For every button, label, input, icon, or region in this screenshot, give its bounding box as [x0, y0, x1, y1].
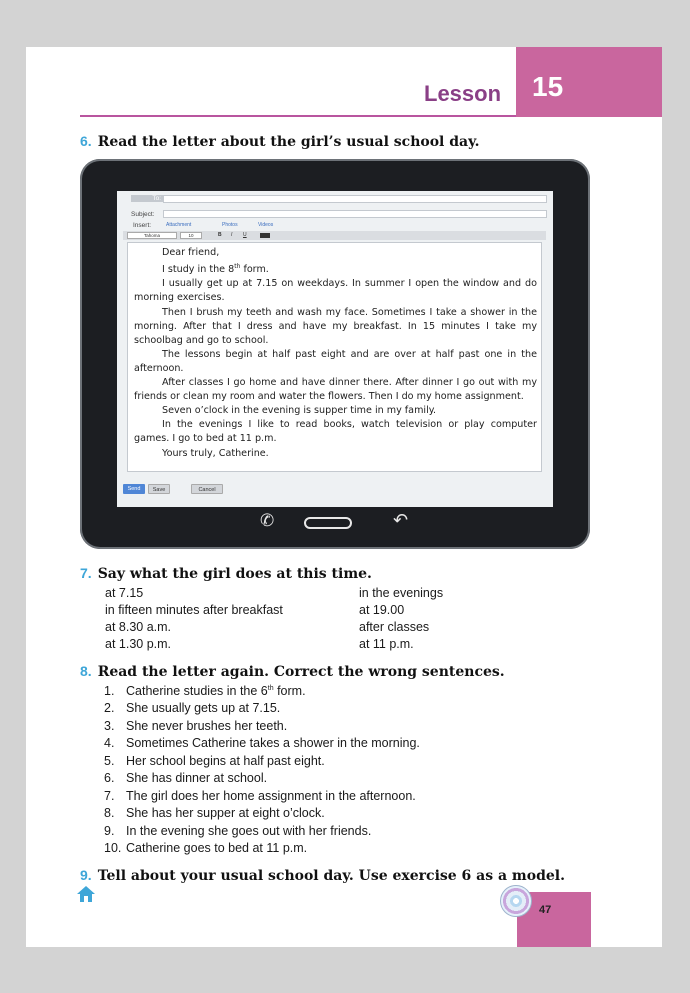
letter-greeting: Dear friend,	[162, 247, 220, 258]
statement-number: 10.	[104, 841, 122, 855]
time-phrase-left: at 8.30 a.m.	[105, 620, 172, 634]
letter-paragraph: Then I brush my teeth and wash my face. Sometimes I take a shower in the morning. After that I dress and have my breakfast. In 15 minutes I take my schoolbag and go to school.	[134, 306, 537, 346]
letter-signature: Yours truly, Catherine.	[162, 447, 269, 459]
letter-body[interactable]	[127, 242, 542, 472]
statement-text: She has dinner at school.	[126, 771, 268, 785]
statement-text: Catherine studies in the 6th form.	[126, 684, 306, 698]
italic-button[interactable]: I	[231, 232, 233, 238]
time-phrase-left: in fifteen minutes after breakfast	[105, 603, 283, 617]
underline-button[interactable]: U	[243, 232, 247, 238]
statement-text: The girl does her home assignment in the afternoon.	[126, 789, 416, 803]
exercise-9-heading	[80, 867, 565, 884]
statement-number: 7.	[104, 789, 115, 803]
time-phrase-right: in the evenings	[359, 586, 444, 600]
time-phrase-right: at 19.00	[359, 603, 405, 617]
videos-tab[interactable]: Videos	[258, 222, 274, 228]
statement-number: 9.	[104, 824, 115, 838]
exercise-8-heading	[80, 663, 505, 680]
exercise-7-heading	[80, 565, 372, 582]
insert-label: Insert:	[133, 222, 152, 229]
format-toolbar	[123, 231, 546, 240]
exercise-9-number: 9.	[80, 867, 92, 883]
statement-number: 6.	[104, 771, 115, 785]
statement-text: She never brushes her teeth.	[126, 719, 288, 733]
cancel-button[interactable]: Cancel	[191, 484, 223, 494]
home-icon	[76, 885, 96, 903]
statement-number: 1.	[104, 684, 115, 698]
statement-text: Sometimes Catherine takes a shower in the morning.	[126, 736, 420, 750]
letter-paragraph: The lessons begin at half past eight and are over at half past one in the afternoon.	[134, 348, 537, 374]
exercise-8-instruction: Read the letter again. Correct the wrong sentences.	[97, 664, 505, 680]
font-size-select[interactable]: 10	[180, 232, 202, 239]
exercise-9-instruction: Tell about your usual school day. Use exercise 6 as a model.	[97, 868, 565, 884]
time-phrase-right: at 11 p.m.	[359, 637, 414, 651]
save-button[interactable]: Save	[148, 484, 170, 494]
photos-tab[interactable]: Photos	[222, 222, 238, 228]
letter-paragraph: Seven o’clock in the evening is supper time in my family.	[162, 405, 437, 417]
letter-paragraph: After classes I go home and have dinner there. After dinner I go out with my friends or clean my room and water the flowers. Then I do my home assignment.	[134, 377, 537, 403]
exercise-6-instruction: Read the letter about the girl’s usual school day.	[97, 134, 480, 150]
statement-number: 3.	[104, 719, 115, 733]
home-button[interactable]	[304, 517, 352, 529]
textbook-page	[26, 47, 662, 947]
phone-icon[interactable]: ✆	[260, 511, 275, 530]
to-field[interactable]	[163, 195, 547, 203]
time-phrase-right: after classes	[359, 620, 430, 634]
attachment-tab[interactable]: Attachment	[166, 222, 192, 228]
statement-text: Catherine goes to bed at 11 p.m.	[126, 841, 308, 855]
statement-number: 4.	[104, 736, 115, 750]
font-select[interactable]: Tahoma	[127, 232, 177, 239]
page-number: 47	[539, 904, 552, 916]
exercise-6-heading	[80, 133, 480, 150]
statement-text: In the evening she goes out with her friends.	[126, 824, 372, 838]
subject-field[interactable]	[163, 210, 547, 218]
text-color-swatch[interactable]	[260, 233, 270, 238]
time-phrase-left: at 7.15	[105, 586, 144, 600]
lesson-number: 15	[532, 71, 564, 102]
subject-label: Subject:	[131, 211, 155, 218]
cd-disc-icon	[500, 885, 532, 917]
header-divider	[80, 115, 532, 117]
letter-paragraph: In the evenings I like to read books, watch television or play computer games. I go to bed at 11 p.m.	[134, 419, 537, 445]
bold-button[interactable]: B	[218, 232, 222, 238]
letter-paragraph: I study in the 8th form.	[162, 263, 269, 276]
send-button[interactable]: Send	[123, 484, 145, 494]
tablet-device	[80, 159, 590, 549]
exercise-7-number: 7.	[80, 565, 92, 581]
statement-number: 5.	[104, 754, 115, 768]
exercise-6-number: 6.	[80, 133, 92, 149]
to-label: To:	[131, 195, 164, 202]
statement-text: She usually gets up at 7.15.	[126, 701, 281, 715]
lesson-label: Lesson	[424, 81, 502, 106]
statement-number: 8.	[104, 806, 115, 820]
letter-paragraph: I usually get up at 7.15 on weekdays. In summer I open the window and do morning exercises.	[134, 278, 537, 304]
exercise-8-number: 8.	[80, 663, 92, 679]
email-compose-screen	[117, 191, 553, 507]
statement-text: She has her supper at eight o’clock.	[126, 806, 325, 820]
time-phrase-left: at 1.30 p.m.	[105, 637, 172, 651]
statement-number: 2.	[104, 701, 115, 715]
exercise-7-instruction: Say what the girl does at this time.	[97, 566, 372, 582]
lesson-number-box	[516, 47, 662, 117]
statement-text: Her school begins at half past eight.	[126, 754, 325, 768]
back-arrow-icon[interactable]: ↶	[393, 510, 409, 530]
